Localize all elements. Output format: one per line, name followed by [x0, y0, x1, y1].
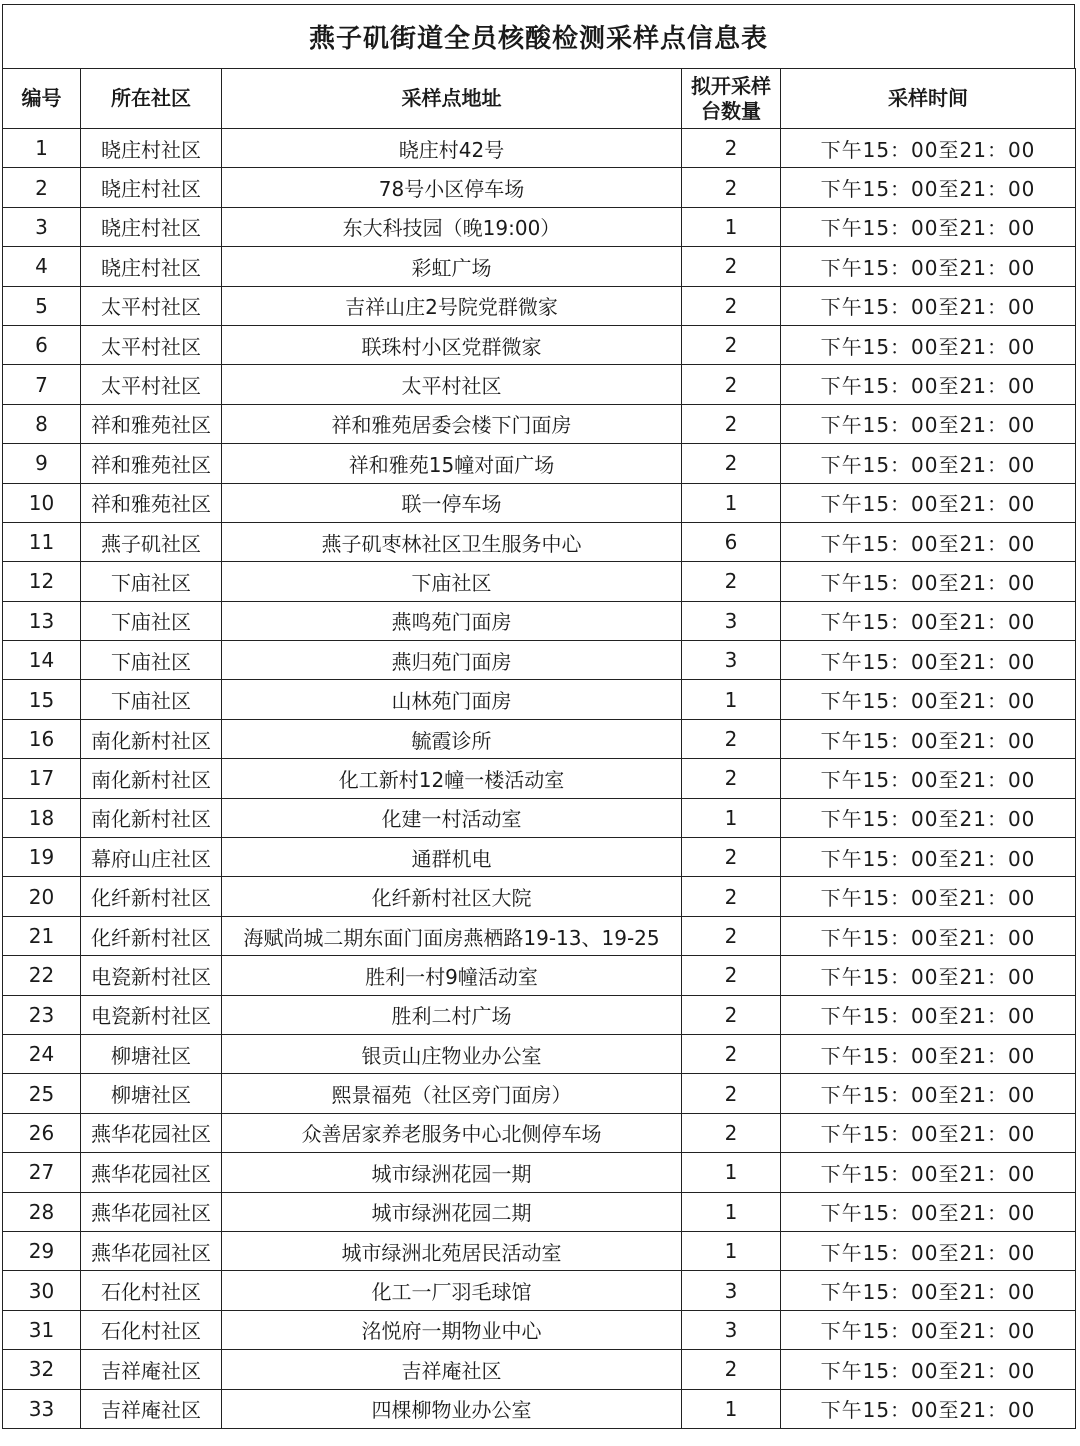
cell-address: 胜利二村广场 [222, 995, 682, 1034]
cell-no: 16 [3, 719, 81, 758]
cell-time: 下午15：00至21：00 [781, 838, 1076, 877]
cell-address: 熙景福苑（社区旁门面房） [222, 1074, 682, 1113]
cell-address: 城市绿洲北苑居民活动室 [222, 1231, 682, 1270]
table-row [3, 247, 1076, 286]
cell-address: 晓庄村42号 [222, 129, 682, 168]
cell-address: 城市绿洲花园一期 [222, 1153, 682, 1192]
cell-address: 燕鸣苑门面房 [222, 601, 682, 640]
table-row [3, 1231, 1076, 1270]
cell-no: 33 [3, 1389, 81, 1428]
cell-time: 下午15：00至21：00 [781, 1350, 1076, 1389]
cell-count: 2 [682, 444, 781, 483]
cell-no: 3 [3, 207, 81, 246]
cell-count: 2 [682, 838, 781, 877]
cell-address: 太平村社区 [222, 365, 682, 404]
header-count [682, 69, 781, 129]
cell-community: 晓庄村社区 [81, 168, 222, 207]
cell-count: 2 [682, 759, 781, 798]
cell-no: 18 [3, 798, 81, 837]
cell-count: 2 [682, 562, 781, 601]
cell-time: 下午15：00至21：00 [781, 995, 1076, 1034]
table-row [3, 798, 1076, 837]
cell-no: 29 [3, 1231, 81, 1270]
cell-no: 30 [3, 1271, 81, 1310]
table-row [3, 1271, 1076, 1310]
cell-count: 2 [682, 325, 781, 364]
header-address: 采样点地址 [222, 69, 682, 129]
table-row [3, 601, 1076, 640]
cell-no: 12 [3, 562, 81, 601]
cell-address: 四棵柳物业办公室 [222, 1389, 682, 1428]
cell-count: 2 [682, 168, 781, 207]
cell-no: 11 [3, 522, 81, 561]
table-row [3, 1074, 1076, 1113]
cell-community: 电瓷新村社区 [81, 995, 222, 1034]
cell-time: 下午15：00至21：00 [781, 1153, 1076, 1192]
cell-no: 9 [3, 444, 81, 483]
cell-community: 祥和雅苑社区 [81, 444, 222, 483]
sheet-title: 燕子矶街道全员核酸检测采样点信息表 [2, 4, 1075, 68]
cell-address: 联一停车场 [222, 483, 682, 522]
cell-time: 下午15：00至21：00 [781, 129, 1076, 168]
cell-no: 7 [3, 365, 81, 404]
cell-time: 下午15：00至21：00 [781, 1271, 1076, 1310]
cell-count: 2 [682, 286, 781, 325]
table-body [3, 129, 1076, 1429]
cell-time: 下午15：00至21：00 [781, 1113, 1076, 1152]
cell-count: 1 [682, 1192, 781, 1231]
header-time: 采样时间 [781, 69, 1076, 129]
header-row [3, 69, 1076, 129]
cell-no: 2 [3, 168, 81, 207]
cell-time: 下午15：00至21：00 [781, 680, 1076, 719]
cell-address: 化工新村12幢一楼活动室 [222, 759, 682, 798]
cell-count: 2 [682, 1074, 781, 1113]
cell-count: 1 [682, 207, 781, 246]
cell-address: 洺悦府一期物业中心 [222, 1310, 682, 1349]
cell-time: 下午15：00至21：00 [781, 562, 1076, 601]
cell-count: 2 [682, 995, 781, 1034]
cell-count: 1 [682, 1231, 781, 1270]
cell-time: 下午15：00至21：00 [781, 365, 1076, 404]
cell-count: 2 [682, 719, 781, 758]
table-row [3, 483, 1076, 522]
cell-community: 燕华花园社区 [81, 1231, 222, 1270]
table-row [3, 995, 1076, 1034]
table-row [3, 838, 1076, 877]
cell-community: 南化新村社区 [81, 719, 222, 758]
cell-time: 下午15：00至21：00 [781, 759, 1076, 798]
cell-community: 吉祥庵社区 [81, 1389, 222, 1428]
table-row [3, 877, 1076, 916]
table-row [3, 1192, 1076, 1231]
table-row [3, 641, 1076, 680]
cell-no: 20 [3, 877, 81, 916]
table-row [3, 562, 1076, 601]
cell-address: 联珠村小区党群微家 [222, 325, 682, 364]
cell-time: 下午15：00至21：00 [781, 956, 1076, 995]
cell-count: 2 [682, 1350, 781, 1389]
table-row [3, 286, 1076, 325]
cell-count: 2 [682, 129, 781, 168]
cell-no: 17 [3, 759, 81, 798]
cell-no: 1 [3, 129, 81, 168]
cell-address: 燕子矶枣林社区卫生服务中心 [222, 522, 682, 561]
cell-community: 柳塘社区 [81, 1034, 222, 1073]
cell-time: 下午15：00至21：00 [781, 719, 1076, 758]
cell-count: 3 [682, 1271, 781, 1310]
table-row [3, 365, 1076, 404]
cell-community: 化纤新村社区 [81, 877, 222, 916]
table-row [3, 1034, 1076, 1073]
cell-time: 下午15：00至21：00 [781, 483, 1076, 522]
cell-community: 燕华花园社区 [81, 1192, 222, 1231]
cell-community: 幕府山庄社区 [81, 838, 222, 877]
cell-address: 银贡山庄物业办公室 [222, 1034, 682, 1073]
cell-count: 1 [682, 1153, 781, 1192]
cell-time: 下午15：00至21：00 [781, 1074, 1076, 1113]
cell-time: 下午15：00至21：00 [781, 1034, 1076, 1073]
cell-time: 下午15：00至21：00 [781, 1231, 1076, 1270]
cell-no: 5 [3, 286, 81, 325]
cell-address: 下庙社区 [222, 562, 682, 601]
header-count-line1: 拟开采样 [691, 73, 771, 98]
table-row [3, 956, 1076, 995]
cell-community: 南化新村社区 [81, 798, 222, 837]
cell-community: 电瓷新村社区 [81, 956, 222, 995]
cell-community: 晓庄村社区 [81, 247, 222, 286]
cell-count: 3 [682, 641, 781, 680]
cell-time: 下午15：00至21：00 [781, 877, 1076, 916]
cell-no: 6 [3, 325, 81, 364]
table-row [3, 1389, 1076, 1428]
cell-count: 1 [682, 680, 781, 719]
cell-community: 南化新村社区 [81, 759, 222, 798]
cell-count: 2 [682, 877, 781, 916]
cell-count: 3 [682, 601, 781, 640]
table-row [3, 404, 1076, 443]
table-row [3, 129, 1076, 168]
cell-no: 13 [3, 601, 81, 640]
cell-address: 祥和雅苑居委会楼下门面房 [222, 404, 682, 443]
cell-community: 下庙社区 [81, 680, 222, 719]
cell-no: 22 [3, 956, 81, 995]
cell-community: 下庙社区 [81, 601, 222, 640]
table-row [3, 719, 1076, 758]
cell-community: 燕华花园社区 [81, 1113, 222, 1152]
cell-community: 化纤新村社区 [81, 916, 222, 955]
cell-address: 毓霞诊所 [222, 719, 682, 758]
cell-address: 化建一村活动室 [222, 798, 682, 837]
cell-time: 下午15：00至21：00 [781, 798, 1076, 837]
cell-address: 78号小区停车场 [222, 168, 682, 207]
table-row [3, 1153, 1076, 1192]
table-row [3, 680, 1076, 719]
header-community: 所在社区 [81, 69, 222, 129]
cell-address: 彩虹广场 [222, 247, 682, 286]
cell-count: 1 [682, 1389, 781, 1428]
cell-no: 27 [3, 1153, 81, 1192]
cell-no: 26 [3, 1113, 81, 1152]
cell-community: 晓庄村社区 [81, 129, 222, 168]
cell-time: 下午15：00至21：00 [781, 1310, 1076, 1349]
table-row [3, 444, 1076, 483]
sampling-sites-table [2, 68, 1076, 1429]
cell-community: 晓庄村社区 [81, 207, 222, 246]
cell-count: 2 [682, 916, 781, 955]
cell-time: 下午15：00至21：00 [781, 168, 1076, 207]
cell-community: 石化村社区 [81, 1310, 222, 1349]
cell-community: 燕华花园社区 [81, 1153, 222, 1192]
cell-community: 下庙社区 [81, 562, 222, 601]
cell-no: 4 [3, 247, 81, 286]
cell-address: 胜利一村9幢活动室 [222, 956, 682, 995]
cell-count: 2 [682, 365, 781, 404]
cell-address: 东大科技园（晚19:00） [222, 207, 682, 246]
cell-community: 祥和雅苑社区 [81, 404, 222, 443]
cell-no: 14 [3, 641, 81, 680]
cell-address: 海赋尚城二期东面门面房燕栖路19-13、19-25 [222, 916, 682, 955]
table-row [3, 522, 1076, 561]
table-row [3, 1113, 1076, 1152]
cell-community: 祥和雅苑社区 [81, 483, 222, 522]
table-row [3, 325, 1076, 364]
cell-time: 下午15：00至21：00 [781, 207, 1076, 246]
cell-count: 2 [682, 1113, 781, 1152]
table-row [3, 1350, 1076, 1389]
cell-count: 2 [682, 1034, 781, 1073]
cell-count: 6 [682, 522, 781, 561]
header-no: 编号 [3, 69, 81, 129]
table-row [3, 916, 1076, 955]
table-row [3, 759, 1076, 798]
header-count-line2: 台数量 [701, 98, 761, 123]
cell-community: 太平村社区 [81, 365, 222, 404]
cell-time: 下午15：00至21：00 [781, 247, 1076, 286]
cell-no: 10 [3, 483, 81, 522]
cell-community: 下庙社区 [81, 641, 222, 680]
cell-address: 吉祥庵社区 [222, 1350, 682, 1389]
cell-address: 化工一厂羽毛球馆 [222, 1271, 682, 1310]
cell-no: 23 [3, 995, 81, 1034]
cell-time: 下午15：00至21：00 [781, 641, 1076, 680]
cell-count: 3 [682, 1310, 781, 1349]
cell-time: 下午15：00至21：00 [781, 1192, 1076, 1231]
cell-address: 吉祥山庄2号院党群微家 [222, 286, 682, 325]
cell-no: 15 [3, 680, 81, 719]
cell-address: 城市绿洲花园二期 [222, 1192, 682, 1231]
cell-community: 吉祥庵社区 [81, 1350, 222, 1389]
cell-no: 8 [3, 404, 81, 443]
cell-community: 太平村社区 [81, 286, 222, 325]
cell-time: 下午15：00至21：00 [781, 444, 1076, 483]
cell-no: 28 [3, 1192, 81, 1231]
cell-count: 1 [682, 483, 781, 522]
cell-address: 祥和雅苑15幢对面广场 [222, 444, 682, 483]
cell-no: 19 [3, 838, 81, 877]
table-row [3, 168, 1076, 207]
cell-no: 25 [3, 1074, 81, 1113]
cell-time: 下午15：00至21：00 [781, 522, 1076, 561]
cell-no: 32 [3, 1350, 81, 1389]
cell-address: 化纤新村社区大院 [222, 877, 682, 916]
cell-count: 2 [682, 247, 781, 286]
cell-community: 燕子矶社区 [81, 522, 222, 561]
cell-no: 31 [3, 1310, 81, 1349]
cell-no: 24 [3, 1034, 81, 1073]
cell-address: 通群机电 [222, 838, 682, 877]
table-row [3, 1310, 1076, 1349]
cell-time: 下午15：00至21：00 [781, 286, 1076, 325]
cell-time: 下午15：00至21：00 [781, 404, 1076, 443]
cell-time: 下午15：00至21：00 [781, 601, 1076, 640]
cell-community: 太平村社区 [81, 325, 222, 364]
cell-time: 下午15：00至21：00 [781, 916, 1076, 955]
table-row [3, 207, 1076, 246]
cell-address: 众善居家养老服务中心北侧停车场 [222, 1113, 682, 1152]
cell-count: 2 [682, 404, 781, 443]
cell-time: 下午15：00至21：00 [781, 325, 1076, 364]
cell-count: 2 [682, 956, 781, 995]
cell-address: 山林苑门面房 [222, 680, 682, 719]
cell-community: 石化村社区 [81, 1271, 222, 1310]
cell-count: 1 [682, 798, 781, 837]
cell-no: 21 [3, 916, 81, 955]
cell-address: 燕归苑门面房 [222, 641, 682, 680]
cell-time: 下午15：00至21：00 [781, 1389, 1076, 1428]
cell-community: 柳塘社区 [81, 1074, 222, 1113]
